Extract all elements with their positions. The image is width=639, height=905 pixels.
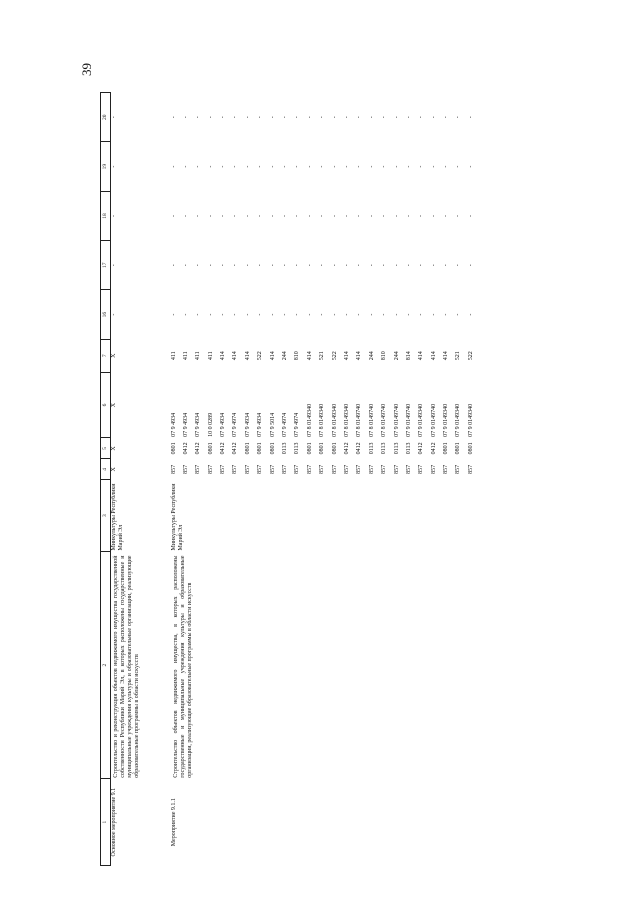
column-header: 3 [101,480,111,552]
value-cell: - [405,264,412,267]
value-cell: - [381,264,388,267]
program-table [100,92,480,866]
csr-code: 07 9 4974 [294,412,301,437]
value-cell: - [430,264,437,267]
value-cell: - [430,313,437,316]
grbs-code: 857 [356,464,363,474]
grbs-code: 857 [418,464,425,474]
code-cell: Х [111,446,117,451]
csr-code: 07 9 0149340 [418,403,425,437]
vr-code: 411 [170,351,177,361]
value-cell: - [220,214,227,217]
value-cell: - [195,313,202,316]
value-cell: - [368,116,375,119]
grbs-code: 857 [381,464,388,474]
value-cell: - [418,214,425,217]
vr-code: 244 [393,351,400,361]
value-cell: - [319,264,326,267]
value-cell: - [331,264,338,267]
grbs-code: 857 [207,464,214,474]
value-cell: - [257,264,264,267]
value-cell: - [170,116,177,119]
value-cell: - [467,264,474,267]
value-cell: - [232,313,239,316]
value-cell: - [418,313,425,316]
csr-code: 10 0 0289 [207,412,214,437]
value-cell: - [368,264,375,267]
activity-label: Основное мероприятие 9.1 [111,787,117,857]
column-header: 20 [101,93,111,142]
vr-code: 411 [207,351,214,361]
grbs-code: 857 [455,464,462,474]
vr-code: 414 [306,351,313,361]
value-cell: - [182,116,189,119]
vr-code: 414 [244,351,251,361]
vr-code: 414 [356,351,363,361]
value-cell: - [319,214,326,217]
value-cell: - [170,165,177,168]
rzpr-code: 0412 [182,442,189,455]
value-cell: - [319,165,326,168]
vr-code: 244 [368,351,375,361]
rzpr-code: 0801 [170,442,177,455]
value-cell: - [269,313,276,316]
value-cell: - [356,116,363,119]
value-cell: - [443,165,450,168]
grbs-code: 857 [195,464,202,474]
rzpr-code: 0412 [195,442,202,455]
rzpr-code: 0113 [405,442,412,455]
grbs-code: 857 [306,464,313,474]
value-cell: - [294,313,301,316]
value-cell: - [294,214,301,217]
column-header: 4 [101,459,111,480]
csr-code: 07 9 4934 [170,412,177,437]
value-cell: - [343,165,350,168]
rzpr-code: 0801 [443,442,450,455]
csr-code: 07 9 4934 [220,412,227,437]
rzpr-code: 0801 [455,442,462,455]
csr-code: 07 9 4934 [244,412,251,437]
value-cell: - [455,313,462,316]
activity-executor: Минкультуры Республики Марий Эл [170,483,184,551]
value-cell: - [393,165,400,168]
value-cell: - [170,214,177,217]
value-cell: - [111,165,117,168]
value-cell: - [244,214,251,217]
value-cell: - [356,165,363,168]
value-cell: - [443,214,450,217]
value-cell: - [443,264,450,267]
value-cell: - [244,264,251,267]
value-cell: - [257,116,264,119]
value-cell: - [111,313,117,316]
grbs-code: 857 [331,464,338,474]
vr-code: 414 [418,351,425,361]
grbs-code: 857 [368,464,375,474]
code-cell: Х [111,353,117,358]
grbs-code: 857 [282,464,289,474]
value-cell: - [220,116,227,119]
column-header: 18 [101,191,111,240]
csr-code: 07 8 0149340 [319,403,326,437]
column-header: 5 [101,438,111,459]
value-cell: - [306,214,313,217]
value-cell: - [182,313,189,316]
value-cell: - [182,165,189,168]
value-cell: - [381,214,388,217]
rzpr-code: 0801 [207,442,214,455]
grbs-code: 857 [443,464,450,474]
value-cell: - [220,264,227,267]
vr-code: 521 [319,351,326,361]
value-cell: - [282,165,289,168]
value-cell: - [467,313,474,316]
csr-code: 07 9 0149740 [393,403,400,437]
rzpr-code: 0801 [306,442,313,455]
value-cell: - [232,165,239,168]
table-row [171,93,183,866]
csr-code: 07 9 4974 [232,412,239,437]
rzpr-code: 0801 [331,442,338,455]
value-cell: - [306,313,313,316]
grbs-code: 857 [467,464,474,474]
value-cell: - [405,116,412,119]
value-cell: - [405,165,412,168]
value-cell: - [244,313,251,316]
value-cell: - [111,214,117,217]
vr-code: 522 [257,351,264,361]
table-row [111,93,171,866]
value-cell: - [232,264,239,267]
vr-code: 521 [455,351,462,361]
activity-description: Строительство и реконструкция объектов недвижимого имущества государственной собственности Республики Марий Эл, в которых расположены государственные и муниципальные учреждения культуры и образовательные организации, реализующие образовательные программы в области искусств [113,555,140,778]
value-cell: - [111,116,117,119]
value-cell: - [343,313,350,316]
grbs-code: 857 [393,464,400,474]
vr-code: 414 [443,351,450,361]
grbs-code: 857 [269,464,276,474]
value-cell: - [418,264,425,267]
rzpr-code: 0412 [418,442,425,455]
value-cell: - [170,264,177,267]
csr-code: 07 9 0149740 [430,403,437,437]
rzpr-code: 0412 [343,442,350,455]
vr-code: 810 [294,351,301,361]
rzpr-code: 0412 [232,442,239,455]
grbs-code: 857 [405,464,412,474]
value-cell: - [356,313,363,316]
vr-code: 414 [430,351,437,361]
value-cell: - [195,116,202,119]
value-cell: - [306,165,313,168]
grbs-code: 857 [170,464,177,474]
value-cell: - [220,313,227,316]
vr-code: 414 [343,351,350,361]
value-cell: - [467,165,474,168]
value-cell: - [282,313,289,316]
rzpr-code: 0412 [430,442,437,455]
grbs-code: 857 [182,464,189,474]
grbs-code: 857 [343,464,350,474]
value-cell: - [306,264,313,267]
value-cell: - [232,116,239,119]
rzpr-code: 0801 [319,442,326,455]
value-cell: - [282,116,289,119]
value-cell: - [368,313,375,316]
value-cell: - [331,116,338,119]
value-cell: - [368,165,375,168]
value-cell: - [381,116,388,119]
value-cell: - [182,214,189,217]
header-row [101,93,111,866]
value-cell: - [393,313,400,316]
value-cell: - [331,313,338,316]
value-cell: - [294,116,301,119]
value-cell: - [257,165,264,168]
value-cell: - [418,165,425,168]
grbs-code: 857 [294,464,301,474]
vr-code: 414 [220,351,227,361]
value-cell: - [319,116,326,119]
value-cell: - [269,116,276,119]
csr-code: 07 9 4934 [257,412,264,437]
grbs-code: 857 [257,464,264,474]
grbs-code: 857 [244,464,251,474]
column-header: 19 [101,142,111,191]
value-cell: - [319,313,326,316]
rotated-table-container [100,92,570,866]
value-cell: - [111,264,117,267]
vr-code: 522 [467,351,474,361]
value-cell: - [381,313,388,316]
vr-code: 522 [331,351,338,361]
column-header: 6 [101,372,111,438]
value-cell: - [393,264,400,267]
value-cell: - [393,214,400,217]
rzpr-code: 0801 [244,442,251,455]
value-cell: - [368,214,375,217]
csr-code: 07 9 0149340 [443,403,450,437]
value-cell: - [207,264,214,267]
value-cell: - [331,214,338,217]
value-cell: - [195,214,202,217]
value-cell: - [443,116,450,119]
activity-description: Строительство объектов недвижимого имущества, в которых расположены государственные и муниципальные учреждения культуры и образовательные организации, реализующие образовательные программы в области искусств [172,555,193,778]
value-cell: - [343,264,350,267]
value-cell: - [455,264,462,267]
csr-code: 07 8 0149340 [331,403,338,437]
value-cell: - [467,214,474,217]
csr-code: 07 8 0149340 [306,403,313,437]
value-cell: - [430,116,437,119]
rzpr-code: 0113 [381,442,388,455]
csr-code: 07 9 4934 [182,412,189,437]
csr-code: 07 8 0149740 [356,403,363,437]
page-number: 39 [79,63,94,76]
value-cell: - [257,214,264,217]
value-cell: - [430,214,437,217]
value-cell: - [443,313,450,316]
value-cell: - [220,165,227,168]
grbs-code: 857 [232,464,239,474]
value-cell: - [207,165,214,168]
csr-code: 07 9 0149740 [405,403,412,437]
column-header: 2 [101,552,111,779]
csr-code: 07 8 0149740 [381,403,388,437]
grbs-code: 857 [319,464,326,474]
vr-code: 814 [405,351,412,361]
rzpr-code: 0113 [282,442,289,455]
table-body [111,93,481,866]
value-cell: - [244,165,251,168]
rzpr-code: 0801 [269,442,276,455]
value-cell: - [170,313,177,316]
grbs-code: 857 [220,464,227,474]
value-cell: - [269,264,276,267]
value-cell: - [207,214,214,217]
value-cell: - [195,165,202,168]
value-cell: - [257,313,264,316]
value-cell: - [405,313,412,316]
rzpr-code: 0801 [467,442,474,455]
value-cell: - [405,214,412,217]
csr-code: 07 9 4974 [282,412,289,437]
value-cell: - [306,116,313,119]
value-cell: - [393,116,400,119]
csr-code: 07 8 0149740 [368,403,375,437]
value-cell: - [182,264,189,267]
value-cell: - [356,264,363,267]
column-header: 1 [101,779,111,866]
value-cell: - [294,264,301,267]
value-cell: - [294,165,301,168]
code-cell: Х [111,402,117,408]
grbs-code: 857 [430,464,437,474]
value-cell: - [195,264,202,267]
value-cell: - [282,214,289,217]
rzpr-code: 0412 [356,442,363,455]
column-header: 7 [101,339,111,372]
rzpr-code: 0801 [257,442,264,455]
value-cell: - [232,214,239,217]
activity-executor: Минкультуры Республики Марий Эл [111,483,124,551]
rzpr-code: 0412 [220,442,227,455]
value-cell: - [455,214,462,217]
rzpr-code: 0113 [368,442,375,455]
vr-code: 414 [232,351,239,361]
value-cell: - [381,165,388,168]
vr-code: 810 [381,351,388,361]
value-cell: - [343,214,350,217]
vr-code: 414 [269,351,276,361]
csr-code: 07 9 5014 [269,412,276,437]
value-cell: - [343,116,350,119]
value-cell: - [207,313,214,316]
value-cell: - [430,165,437,168]
value-cell: - [455,116,462,119]
csr-code: 07 8 0149340 [343,403,350,437]
value-cell: - [418,116,425,119]
rzpr-code: 0113 [294,442,301,455]
value-cell: - [356,214,363,217]
value-cell: - [467,116,474,119]
csr-code: 07 9 4934 [195,412,202,437]
vr-code: 411 [195,351,202,361]
value-cell: - [282,264,289,267]
csr-code: 07 9 0149340 [467,403,474,437]
vr-code: 244 [282,351,289,361]
code-cell: Х [111,467,117,472]
value-cell: - [331,165,338,168]
value-cell: - [269,214,276,217]
activity-label: Мероприятие 9.1.1 [170,798,177,847]
vr-code: 411 [182,351,189,361]
column-header: 17 [101,241,111,290]
column-header: 16 [101,290,111,339]
value-cell: - [244,116,251,119]
value-cell: - [269,165,276,168]
value-cell: - [207,116,214,119]
csr-code: 07 9 0149340 [455,403,462,437]
value-cell: - [455,165,462,168]
rzpr-code: 0113 [393,442,400,455]
